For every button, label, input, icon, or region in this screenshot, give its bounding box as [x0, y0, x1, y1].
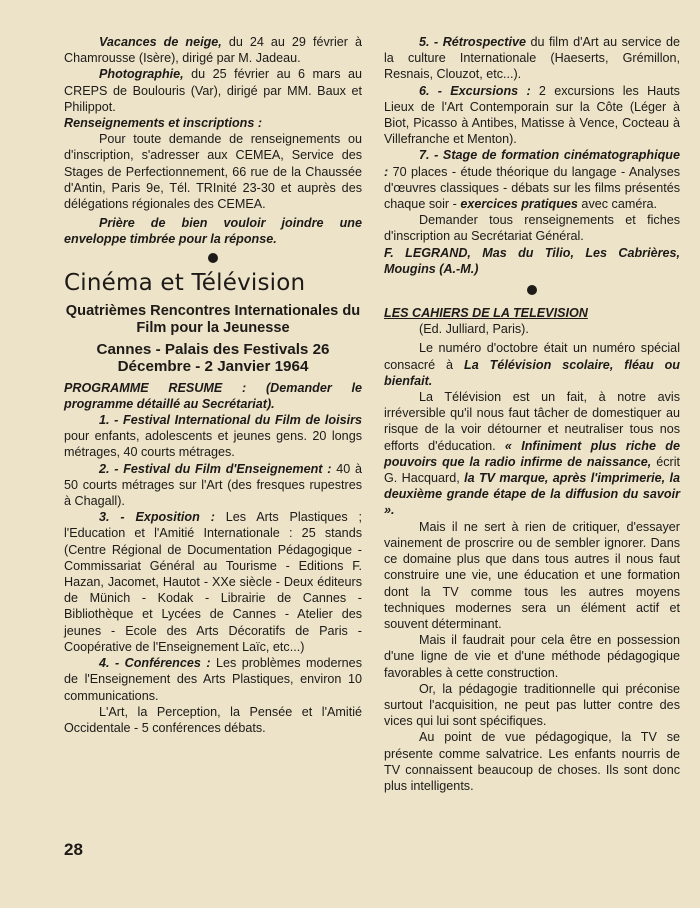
programme-item-3 [64, 509, 362, 655]
review-paragraph-4: Mais il faudrait pour cela être en possession d'une ligne de vie et d'une méthode pédagogique favorables à cette construction. [384, 633, 680, 680]
text: écrit G. Hacquard, [384, 454, 680, 486]
text: Le numéro d'octobre était un numéro spécial consacré à [384, 341, 680, 372]
programme-item-4 [64, 655, 362, 704]
review-publisher: (Ed. Julliard, Paris). [419, 322, 529, 337]
item-text: pour enfants, adolescents et jeunes gens. 20 longs métrages, 40 courts métrages. [64, 429, 362, 460]
item-title: 4. - Conférences : [99, 656, 211, 671]
programme-item-2 [64, 461, 362, 510]
item-title: 5. - Rétrospective [419, 35, 526, 49]
item-title: 7. - Stage de formation cinématographique : [384, 148, 680, 179]
text: La Télévision est un fait, à notre avis irréversible qu'il nous faut tâcher de domestiquer au risque de la voir détourner et neutraliser tous nos efforts d'éducation. [384, 390, 680, 453]
review-paragraph-2 [384, 389, 680, 519]
item-title: 6. - Excursions : [419, 83, 531, 98]
programme-item-4b: L'Art, la Perception, la Pensée et l'Amitié Occidentale - 5 conférences débats. [64, 704, 362, 735]
review-title: LES CAHIERS DE LA TELEVISION [384, 306, 588, 321]
item-title: 1. - Festival International du Film de loisirs [99, 413, 362, 428]
stage-title-photographie: Photographie, [99, 67, 184, 82]
stage-text-photographie: du 25 février au 6 mars au CREPS de Boulouris (Var), dirigé par MM. Baux et Philippot. [64, 67, 362, 114]
item-title: 3. - Exposition : [99, 510, 215, 525]
paragraph-envelope-note: Prière de bien vouloir joindre une enveloppe timbrée pour la réponse. [64, 216, 362, 247]
programme-item-5 [384, 34, 680, 83]
paragraph-photographie [64, 66, 362, 115]
text-emphasis: La Télévision scolaire, fléau ou bienfait. [384, 357, 680, 388]
contact-address: F. LEGRAND, Mas du Tilio, Les Cabrières, Mougins (A.-M.) [384, 245, 680, 276]
item-text: 2 excursions les Hauts Lieux de l'Art Contemporain sur la Côte (Léger à Biot, Picasso à Antibes, Matisse à Vence, Cocteau à Villefranche et Menton). [384, 83, 680, 147]
event-location-date: Cannes - Palais des Festivals 26 Décembre - 2 Janvier 1964 [96, 340, 330, 376]
review-paragraph-1 [384, 340, 680, 389]
review-paragraph-6: Au point de vue pédagogique, la TV se présente comme salvatrice. Les enfants nourris de TV connaissent beaucoup de choses. Ils sont donc plus intelligents. [384, 730, 680, 793]
review-paragraph-5: Or, la pédagogie traditionnelle qui préconise surtout l'acquisition, ne peut pas lutter contre des vices qui lui sont spécifiques. [384, 681, 680, 729]
stage-text-vacances: du 24 au 29 février à Chamrousse (Isère), dirigé par M. Jadeau. [64, 35, 362, 66]
item-emphasis: exercices pratiques [460, 197, 578, 212]
item-text: 40 à 50 courts métrages sur l'Art (des fresques rupestres à Chagall). [64, 461, 363, 509]
item-text: du film d'Art au service de la culture Internationale (Haeserts, Grémillon, Resnais, Clouzot, etc...). [384, 35, 680, 82]
programme-title: PROGRAMME RESUME : (Demander le programme détaillé au Secrétariat). [64, 380, 362, 411]
event-heading: Quatrièmes Rencontres Internationales du Film pour la Jeunesse [65, 302, 361, 337]
renseignements-heading: Renseignements et inscriptions : [64, 116, 263, 131]
quote-emphasis: « Infiniment plus riche de pouvoirs que la radio infirme de naissance, [384, 438, 680, 469]
quote-emphasis: la TV marque, après l'imprimerie, la deuxième grande étape de la diffusion du savoir ». [384, 471, 680, 518]
item-text-end: avec caméra. [577, 197, 658, 212]
separator-dot [527, 285, 537, 295]
inscription-request: Demander tous renseignements et fiches d'inscription au Secrétariat Général. [384, 213, 680, 244]
paragraph-renseignements-title [64, 115, 362, 131]
section-title: Cinéma et Télévision [64, 269, 306, 296]
item-title: 2. - Festival du Film d'Enseignement : [99, 461, 332, 476]
review-paragraph-3: Mais il ne sert à rien de critiquer, d'essayer vainement de proscrire ou de sembler ignorer. Dans ce domaine plus que dans tous autres il nous faut construire une vie, une éducation et une formation dont la TV comme tous les autres moyens techniques modernes sera un élément actif et souvent déterminant. [384, 519, 680, 631]
item-text: Les Arts Plastiques ; l'Education et l'Amitié Internationale : 25 stands (Centre Régional de Documentation Pédagogique - Commissariat Général au Tourisme - Editions F. Hazan, Jacomet, Hautot - XXe siècle - Deux éditeurs de Münich - Kodak - Librairie de Cannes - Bibliothèque et Lycées de Cannes - Atelier des jeunes - Ecole des Arts Décoratifs de Paris - Coopérative de l'Enseignement Laïc, etc...) [64, 510, 362, 654]
paragraph-contact: Pour toute demande de renseignements ou d'inscription, s'adresser aux CEMEA, Service des Stages de Perfectionnement, 66 rue de la Chaussée d'Antin, Paris 9e, Tél. TRInité 23-30 et auprès des délégations régionales des CEMEA. [64, 132, 362, 212]
programme-item-1 [64, 412, 362, 461]
paragraph-vacances [64, 34, 362, 66]
item-text: 70 places - étude théorique du langage - Analyses d'œuvres classiques - débats sur les films présentés chaque soir - [384, 164, 680, 212]
programme-item-6 [384, 83, 680, 148]
right-column [384, 34, 680, 794]
left-column [64, 34, 362, 736]
stage-title-vacances: Vacances de neige, [99, 35, 222, 49]
separator-dot [208, 253, 218, 263]
programme-item-7 [384, 147, 680, 212]
page-number: 28 [64, 840, 83, 859]
item-text: Les problèmes modernes de l'Enseignement des Arts Plastiques, environ 10 communications. [64, 656, 362, 703]
